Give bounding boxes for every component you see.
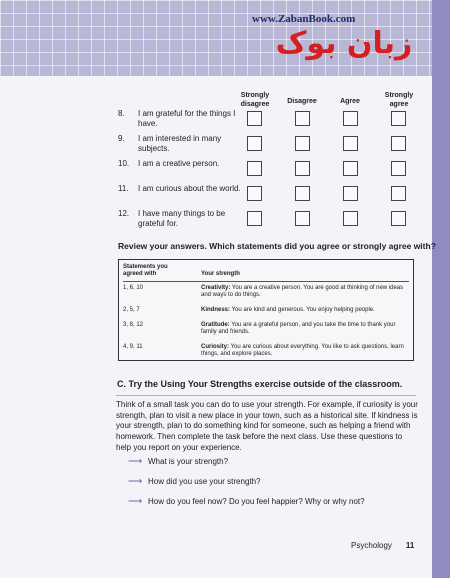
checkbox-agree-8[interactable] [343,111,358,126]
table-header-divider [123,281,409,282]
table-cell-strength: Curiosity: You are curious about everything. You like to ask questions, learn things, and explore places. [201,344,404,357]
checkbox-agree-11[interactable] [343,186,358,201]
question-text: How did you use your strength? [148,477,261,486]
statement-text: I am interested in many subjects. [138,134,222,153]
table-cell-statements: 2, 5, 7 [123,307,140,313]
question-text: What is your strength? [148,457,229,466]
statement-text: I have many things to be grateful for. [138,209,226,228]
table-cell-statements: 1, 6, 10 [123,285,144,291]
question-item [128,496,365,507]
checkbox-strongly-disagree-10[interactable] [247,161,262,176]
checkbox-strongly-agree-11[interactable] [391,186,406,201]
checkbox-strongly-disagree-9[interactable] [247,136,262,151]
checkbox-strongly-disagree-11[interactable] [247,186,262,201]
statement-number: 8. [118,109,125,118]
statement-number: 12. [118,209,130,218]
section-divider [116,395,416,396]
table-cell-statements: 3, 8, 12 [123,322,144,328]
statement-text: I am grateful for the things I have. [138,109,236,128]
arrow-right-icon: ⟶ [128,456,143,467]
header-strongly-agree: Strongly agree [384,92,414,108]
arrow-right-icon: ⟶ [128,476,143,487]
header-agree: Agree [340,98,360,105]
checkbox-strongly-agree-12[interactable] [391,211,406,226]
watermark-logo: زبان بوک [275,26,413,61]
checkbox-strongly-agree-9[interactable] [391,136,406,151]
table-cell-statements: 4, 9, 11 [123,344,143,350]
question-item [128,476,261,487]
checkbox-strongly-disagree-12[interactable] [247,211,262,226]
statement-number: 10. [118,159,130,168]
arrow-right-icon: ⟶ [128,496,143,507]
section-c-title: C. Try the Using Your Strengths exercise outside of the classroom. [117,379,403,389]
statement-number: 11. [118,184,129,193]
checkbox-agree-10[interactable] [343,161,358,176]
table-header-statements: Statements you agreed with [123,264,168,277]
table-cell-strength: Gratitude: You are a grateful person, and you take the time to thank your family and friends. [201,322,396,335]
checkbox-disagree-12[interactable] [295,211,310,226]
checkbox-strongly-disagree-8[interactable] [247,111,262,126]
statement-text: I am curious about the world. [138,184,241,193]
checkbox-disagree-9[interactable] [295,136,310,151]
statement-text: I am a creative person. [138,159,220,168]
checkbox-agree-9[interactable] [343,136,358,151]
header-strongly-disagree: Strongly disagree [240,92,270,108]
checkbox-strongly-agree-10[interactable] [391,161,406,176]
section-c-paragraph: Think of a small task you can do to use your strength. For example, if curiosity is your strength, plan to visit a new place in your town, such as a historical site. If kindness is your strength, plan to do something kind for someone, such as helping a friend with homework. Then complete the task before the next class. Use these questions to help you report on your experience. [116,400,418,452]
question-text: How do you feel now? Do you feel happier? Why or why not? [148,497,365,506]
page-edge-strip [432,0,450,578]
checkbox-disagree-10[interactable] [295,161,310,176]
table-cell-strength: Kindness: You are kind and generous. You enjoy helping people. [201,307,375,313]
checkbox-agree-12[interactable] [343,211,358,226]
table-cell-strength: Creativity: You are a creative person. You are good at thinking of new ideas and ways to do things. [201,285,404,298]
header-disagree: Disagree [287,98,317,105]
checkbox-disagree-8[interactable] [295,111,310,126]
strengths-table [118,259,414,361]
page-footer [351,541,414,550]
checkbox-disagree-11[interactable] [295,186,310,201]
footer-label: Psychology [351,541,392,550]
watermark-url: www.ZabanBook.com [252,13,356,25]
checkbox-strongly-agree-8[interactable] [391,111,406,126]
review-prompt: Review your answers. Which statements did you agree or strongly agree with? [118,241,436,251]
page-number: 11 [405,541,415,550]
question-item [128,456,228,467]
table-header-strength: Your strength [201,271,240,277]
statement-number: 9. [118,134,125,143]
